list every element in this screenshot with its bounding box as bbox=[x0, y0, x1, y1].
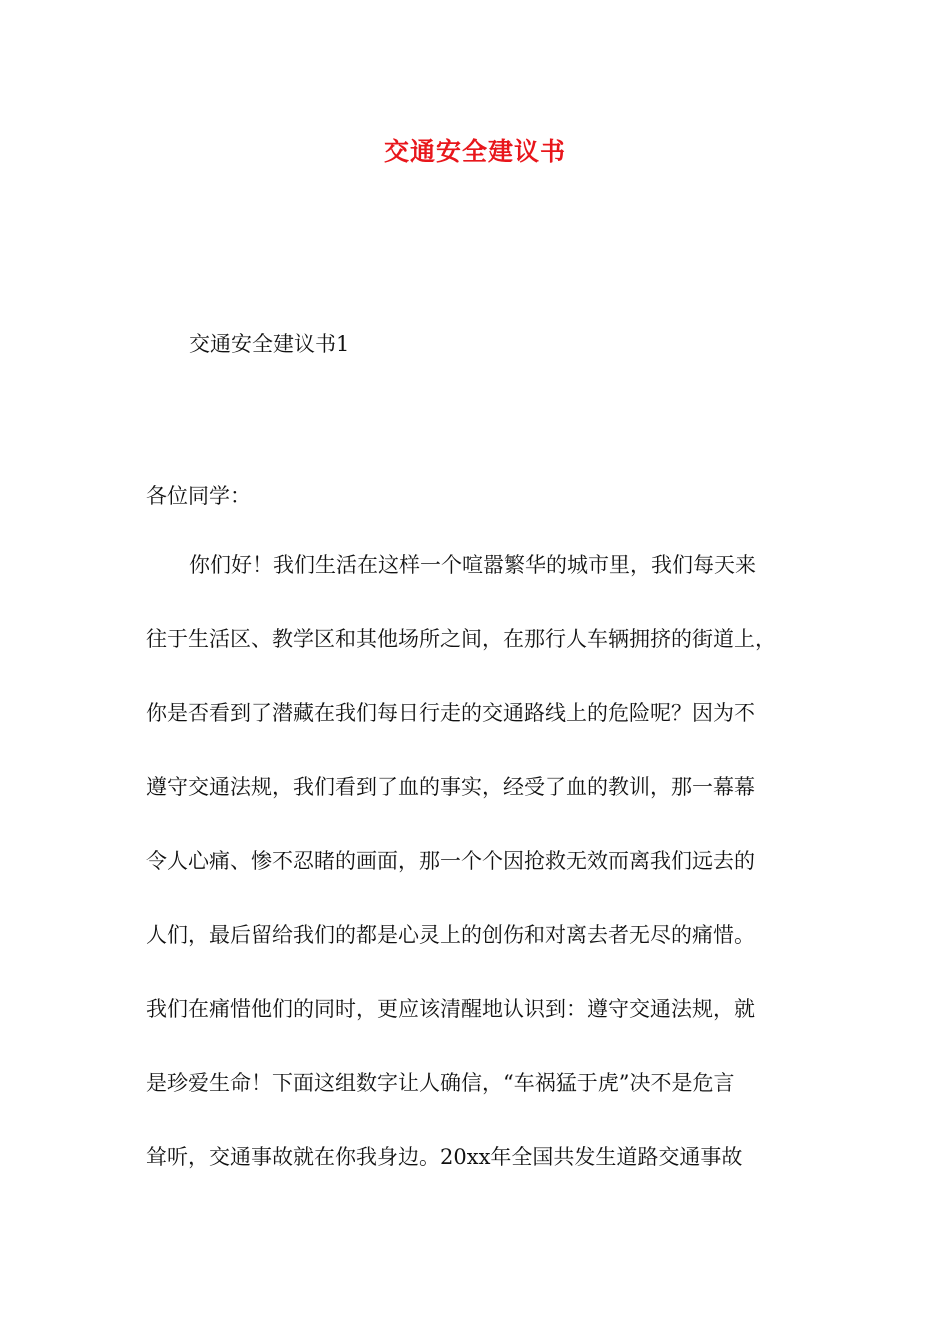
text-line: 是珍爱生命！下面这组数字让人确信，“车祸猛于虎”决不是危言 bbox=[146, 1071, 735, 1095]
text-line: 你们好！我们生活在这样一个喧嚣繁华的城市里，我们每天来 bbox=[189, 553, 756, 577]
text-line: 令人心痛、惨不忍睹的画面，那一个个因抢救无效而离我们远去的 bbox=[146, 849, 755, 873]
text-line: 我们在痛惜他们的同时，更应该清醒地认识到：遵守交通法规，就 bbox=[146, 997, 755, 1021]
text-line: 你是否看到了潜藏在我们每日行走的交通路线上的危险呢？因为不 bbox=[146, 701, 755, 725]
text-line: 人们，最后留给我们的都是心灵上的创伤和对离去者无尽的痛惜。 bbox=[146, 923, 755, 947]
text-line: 往于生活区、教学区和其他场所之间，在那行人车辆拥挤的街道上， bbox=[146, 627, 776, 651]
salutation: 各位同学： bbox=[146, 484, 251, 508]
body-paragraph bbox=[146, 548, 826, 1214]
text-line: 耸听，交通事故就在你我身边。20xx年全国共发生道路交通事故 bbox=[146, 1145, 743, 1169]
section-heading: 交通安全建议书1 bbox=[189, 332, 350, 356]
text-line: 遵守交通法规，我们看到了血的事实，经受了血的教训，那一幕幕 bbox=[146, 775, 755, 799]
document-title: 交通安全建议书 bbox=[383, 137, 566, 166]
